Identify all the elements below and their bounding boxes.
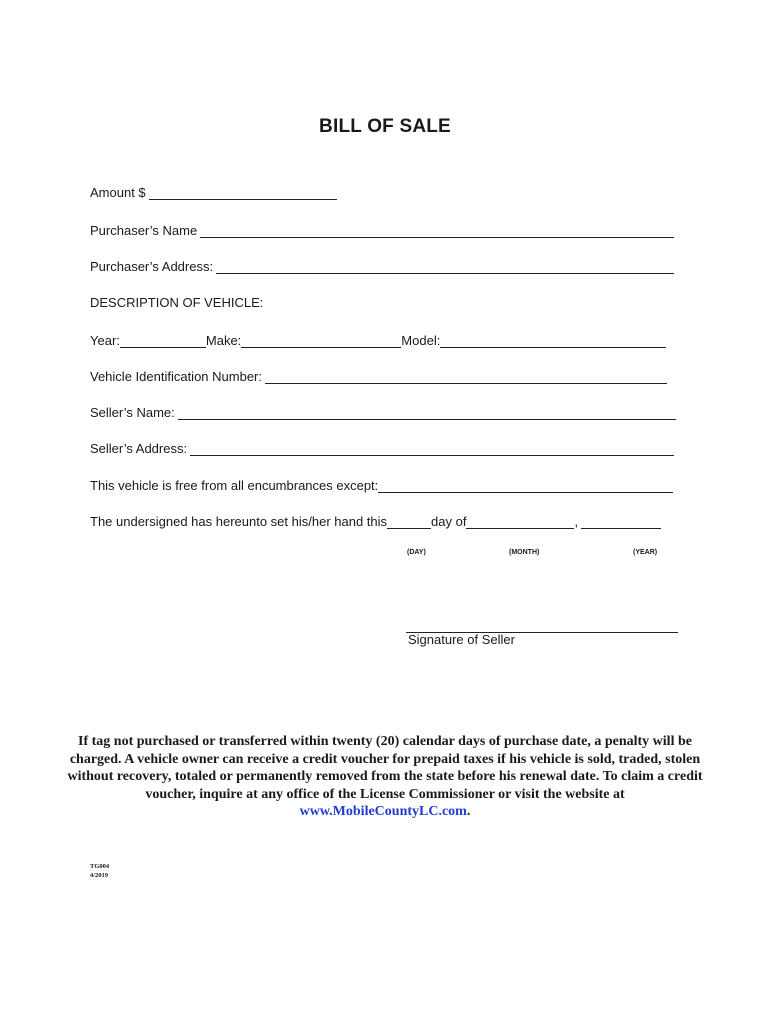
day-field[interactable] <box>387 514 431 529</box>
seller-address-label: Seller’s Address: <box>90 441 188 456</box>
form-code: TG004 <box>90 863 110 870</box>
year-date-field[interactable] <box>581 514 661 529</box>
description-heading: DESCRIPTION OF VEHICLE: <box>90 295 264 310</box>
notice-end: . <box>466 804 471 820</box>
month-caption: (MONTH) <box>509 549 540 556</box>
encumbrances-label: This vehicle is free from all encumbrances except: <box>90 478 379 493</box>
year-caption: (YEAR) <box>633 549 658 556</box>
model-field[interactable] <box>440 333 666 348</box>
vin-row <box>90 364 667 384</box>
purchaser-name-label: Purchaser’s Name <box>90 223 198 238</box>
encumbrances-row <box>90 473 673 493</box>
vin-field[interactable] <box>265 369 667 384</box>
vehicle-details-row <box>90 328 666 348</box>
day-of-label: day of <box>431 514 467 529</box>
encumbrances-field[interactable] <box>378 478 673 493</box>
purchaser-address-label: Purchaser’s Address: <box>90 259 214 274</box>
make-field[interactable] <box>241 333 401 348</box>
undersigned-row <box>90 509 661 529</box>
form-date: 4/2019 <box>90 872 109 879</box>
undersigned-label: The undersigned has hereunto set his/her hand this <box>90 514 388 529</box>
seller-name-field[interactable] <box>178 405 676 420</box>
form-footer <box>90 862 109 880</box>
year-label: Year: <box>90 333 120 348</box>
model-label: Model: <box>401 333 441 348</box>
seller-name-label: Seller’s Name: <box>90 405 175 420</box>
signature-label: Signature of Seller <box>408 632 515 647</box>
notice-text: If tag not purchased or transferred within twenty (20) calendar days of purchase date, a penalty will be charged. A vehicle owner can receive a credit voucher for prepaid taxes if his vehicle is sold, traded, stolen without recovery, totaled or permanently removed from the state before his renewal date. To claim a credit voucher, inquire at any office of the License Commissioner or visit the website at <box>67 734 703 802</box>
seller-name-row <box>90 400 676 420</box>
vin-label: Vehicle Identification Number: <box>90 369 262 384</box>
website-link[interactable]: www.MobileCountyLC.com <box>299 804 467 820</box>
page-title: BILL OF SALE <box>319 116 451 137</box>
purchaser-name-field[interactable] <box>200 223 674 238</box>
month-field[interactable] <box>466 514 574 529</box>
purchaser-address-row <box>90 254 674 274</box>
comma: , <box>574 514 579 529</box>
purchaser-name-row <box>90 218 674 238</box>
description-row <box>90 290 263 310</box>
seller-address-field[interactable] <box>190 441 674 456</box>
amount-label: Amount $ <box>90 185 146 200</box>
amount-row <box>90 180 337 200</box>
penalty-notice <box>60 733 710 821</box>
make-label: Make: <box>205 333 242 348</box>
purchaser-address-field[interactable] <box>216 259 674 274</box>
seller-address-row <box>90 436 674 456</box>
year-field[interactable] <box>120 333 206 348</box>
day-caption: (DAY) <box>407 549 426 556</box>
amount-field[interactable] <box>149 185 337 200</box>
